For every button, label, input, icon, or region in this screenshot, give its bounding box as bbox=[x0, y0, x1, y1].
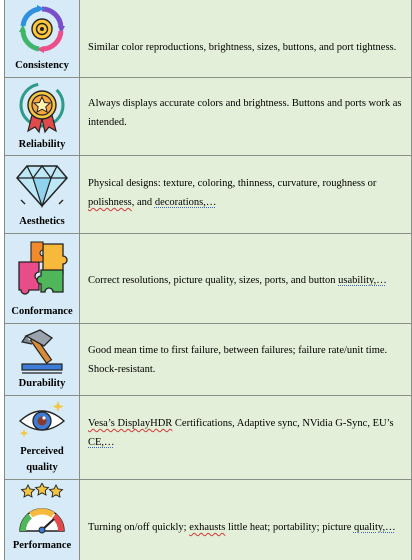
description-line: Physical designs: texture, coloring, thinness, curvature, roughness or bbox=[88, 178, 377, 189]
dimension-cell bbox=[5, 156, 80, 233]
diamond-icon bbox=[15, 160, 69, 210]
description-cell bbox=[80, 156, 411, 233]
dimension-label: Consistency bbox=[15, 60, 69, 71]
table-row bbox=[5, 78, 411, 156]
grammar-word: quality,… bbox=[353, 522, 396, 533]
table-row bbox=[5, 0, 411, 78]
dimension-label-line: quality bbox=[26, 462, 58, 473]
hammer-icon bbox=[18, 328, 66, 376]
spellcheck-word: Vesa’s DisplayHDR bbox=[88, 418, 173, 429]
eye-sparkle-icon bbox=[16, 399, 68, 441]
puzzle-pieces-icon bbox=[15, 240, 69, 300]
description-cell bbox=[80, 0, 411, 77]
description-line: Correct resolutions, picture quality, sizes, ports, and button bbox=[88, 275, 339, 286]
cycle-arrows-icon bbox=[18, 4, 66, 54]
description-text bbox=[88, 271, 405, 290]
description-cell bbox=[80, 396, 411, 479]
dimension-cell bbox=[5, 0, 80, 77]
dimension-cell bbox=[5, 234, 80, 323]
table-row bbox=[5, 324, 411, 396]
table-row bbox=[5, 396, 411, 480]
description-line: Certifications, Adaptive sync, NVidia G-Sync, EU’s bbox=[172, 418, 394, 429]
description-text bbox=[88, 518, 405, 537]
grammar-word: usability,… bbox=[338, 275, 387, 286]
dimension-label: Aesthetics bbox=[19, 216, 65, 227]
dimension-cell bbox=[5, 396, 80, 479]
dimension-label bbox=[5, 444, 79, 476]
spellcheck-word: polishness bbox=[88, 197, 132, 208]
table-row bbox=[5, 156, 411, 234]
quality-dimensions-table bbox=[4, 0, 412, 560]
description-line: little heat; portability; picture bbox=[225, 522, 354, 533]
grammar-word: CE,… bbox=[88, 437, 115, 448]
dimension-cell bbox=[5, 324, 80, 395]
grammar-word: decorations,… bbox=[154, 197, 217, 208]
description-line: , and bbox=[131, 197, 155, 208]
speedometer-stars-icon bbox=[14, 483, 70, 535]
award-medal-icon bbox=[18, 81, 66, 135]
table-row bbox=[5, 480, 411, 560]
dimension-label: Performance bbox=[12, 540, 72, 551]
dimension-cell bbox=[5, 78, 80, 155]
description-line: Turning on/off quickly; bbox=[88, 522, 190, 533]
dimension-label: Durability bbox=[18, 378, 66, 389]
spellcheck-word: exhausts bbox=[189, 522, 226, 533]
description-text bbox=[88, 174, 405, 212]
dimension-cell bbox=[5, 480, 80, 560]
dimension-label: Reliability bbox=[18, 139, 66, 150]
table-row bbox=[5, 234, 411, 324]
dimension-label: Conformance bbox=[11, 306, 73, 317]
description-text: Always displays accurate colors and brightness. Buttons and ports work as intended. bbox=[88, 98, 402, 128]
description-cell bbox=[80, 78, 411, 155]
description-text bbox=[88, 414, 405, 452]
description-cell bbox=[80, 480, 411, 560]
description-text: Similar color reproductions, brightness, sizes, buttons, and port tightness. bbox=[88, 42, 397, 53]
description-cell bbox=[80, 234, 411, 323]
description-text: Good mean time to first failure, between failures; failure rate/unit time. Shock-resistant. bbox=[88, 345, 388, 375]
description-cell bbox=[80, 324, 411, 395]
dimension-label-line: Perceived bbox=[20, 446, 64, 457]
